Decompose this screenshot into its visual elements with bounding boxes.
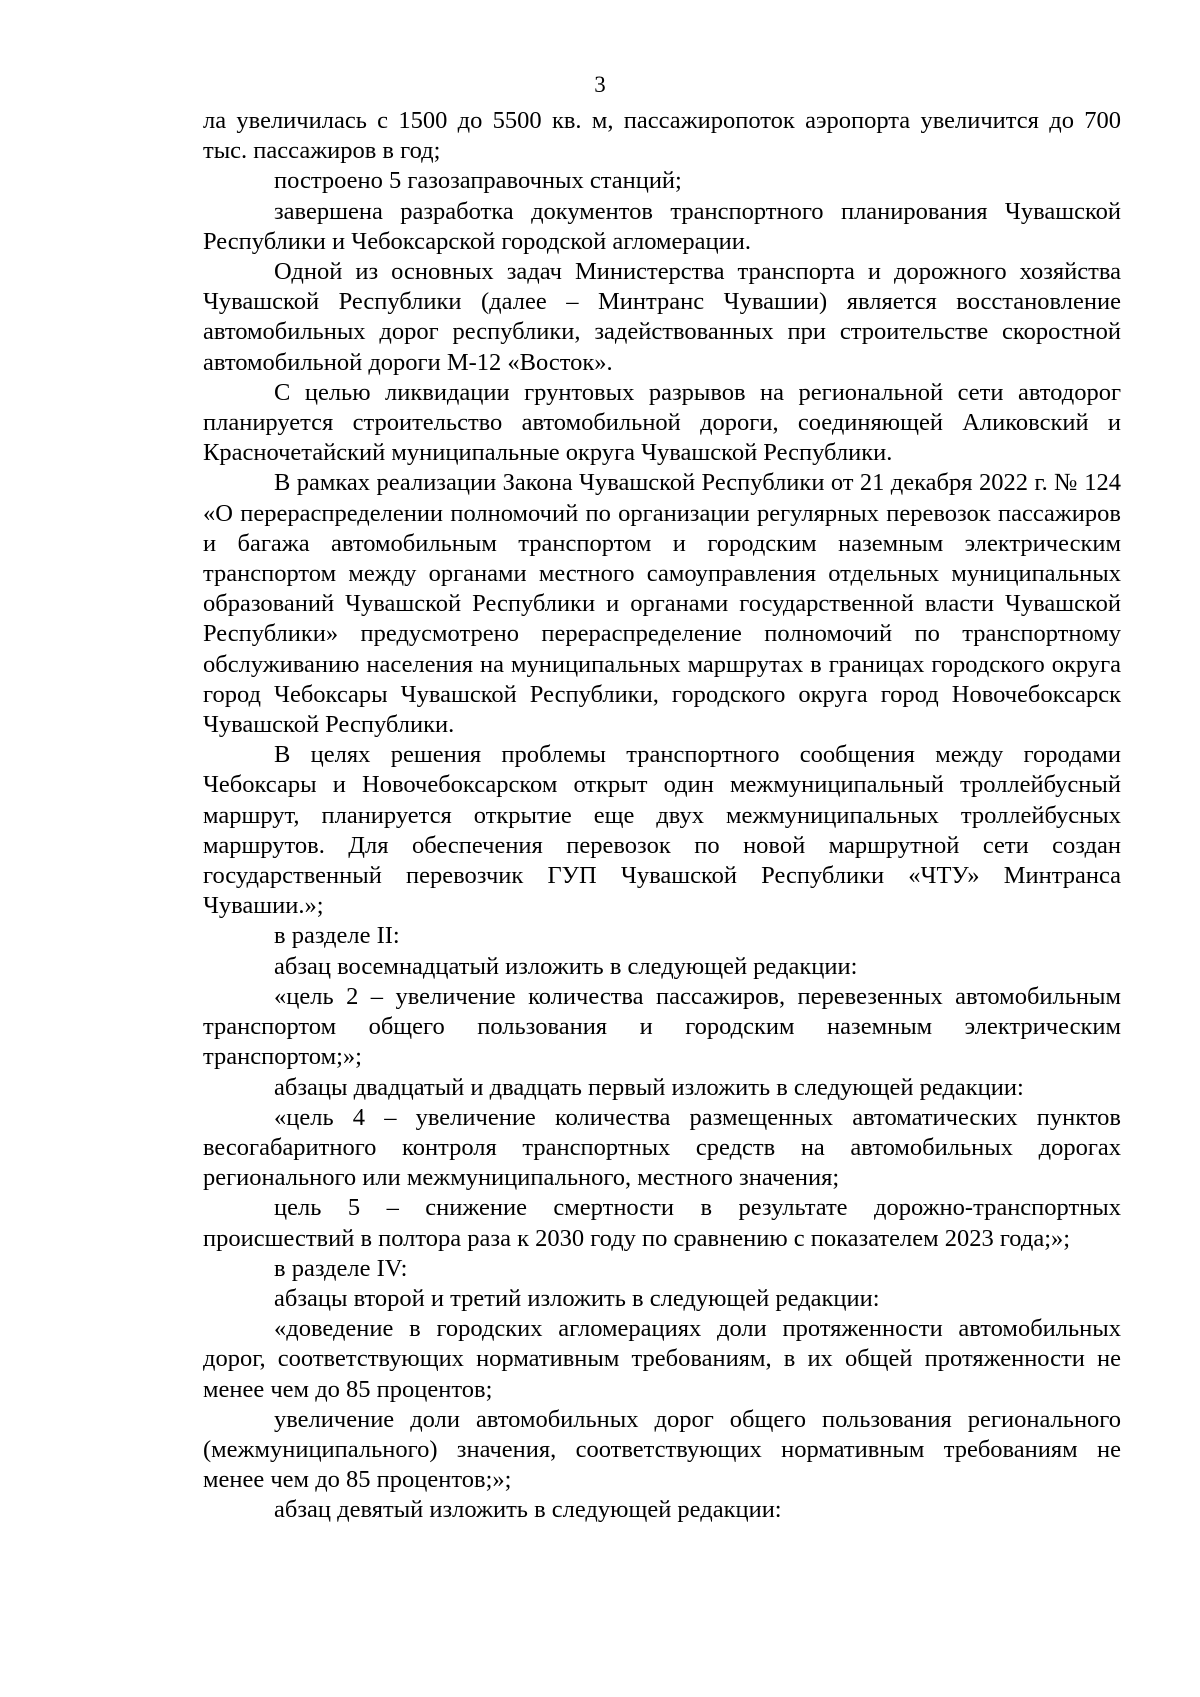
paragraph: в разделе II:: [274, 922, 400, 950]
paragraph: завершена разработка документов транспортного планирования Чувашской Республики и Чебоксарской городской агломерации.: [203, 197, 1121, 255]
paragraph: абзац девятый изложить в следующей редакции:: [274, 1496, 782, 1524]
paragraph: Одной из основных задач Министерства транспорта и дорожного хозяйства Чувашской Республики (далее – Минтранс Чувашии) является восстановление автомобильных дорог республики, задействованных при строительстве скоростной автомобильной дороги М-12 «Восток».: [203, 258, 1121, 376]
paragraph: абзацы второй и третий изложить в следующей редакции:: [274, 1284, 880, 1312]
paragraph: в разделе IV:: [274, 1254, 408, 1282]
paragraph: «доведение в городских агломерациях доли протяженности автомобильных дорог, соответствующих нормативным требованиям, в их общей протяженности не менее чем до 85 процентов;: [203, 1315, 1121, 1403]
paragraph: абзац восемнадцатый изложить в следующей редакции:: [274, 952, 858, 980]
paragraph: В рамках реализации Закона Чувашской Республики от 21 декабря 2022 г. № 124 «О перераспределении полномочий по организации регулярных перевозок пассажиров и багажа автомобильным транспортом и городским наземным электрическим транспортом между органами местного самоуправления отдельных муниципальных образований Чувашской Республики и органами государственной власти Чувашской Республики» предусмотрено перераспределение полномочий по транспортному обслуживанию населения на муниципальных маршрутах в границах городского округа город Чебоксары Чувашской Республики, городского округа город Новочебоксарск Чувашской Республики.: [203, 469, 1121, 739]
paragraph-continuation: ла увеличилась с 1500 до 5500 кв. м, пассажиропоток аэропорта увеличится до 700 тыс. пассажиров в год;: [203, 107, 1121, 165]
paragraph: абзацы двадцатый и двадцать первый изложить в следующей редакции:: [274, 1073, 1024, 1101]
paragraph: «цель 4 – увеличение количества размещенных автоматических пунктов весогабаритного контроля транспортных средств на автомобильных дорогах регионального или межмуниципального, местного значения;: [203, 1103, 1121, 1192]
document-body: [203, 106, 1121, 1526]
paragraph: «цель 2 – увеличение количества пассажиров, перевезенных автомобильным транспортом общего пользования и городским наземным электрическим транспортом;»;: [203, 982, 1121, 1071]
paragraph: построено 5 газозаправочных станций;: [274, 167, 682, 195]
paragraph: В целях решения проблемы транспортного сообщения между городами Чебоксары и Новочебоксарском открыт один межмуниципальный троллейбусный маршрут, планируется открытие еще двух межмуниципальных троллейбусных маршрутов. Для обеспечения перевозок по новой маршрутной сети создан государственный перевозчик ГУП Чувашской Республики «ЧТУ» Минтранса Чувашии.»;: [203, 741, 1121, 920]
paragraph: цель 5 – снижение смертности в результате дорожно-транспортных происшествий в полтора раза к 2030 году по сравнению с показателем 2023 года;»;: [203, 1194, 1121, 1252]
paragraph: С целью ликвидации грунтовых разрывов на региональной сети автодорог планируется строительство автомобильной дороги, соединяющей Аликовский и Красночетайский муниципальные округа Чувашской Республики.: [203, 378, 1121, 467]
page-number: 3: [594, 72, 606, 97]
paragraph: увеличение доли автомобильных дорог общего пользования регионального (межмуниципального) значения, соответствующих нормативным требованиям не менее чем до 85 процентов;»;: [203, 1405, 1121, 1494]
